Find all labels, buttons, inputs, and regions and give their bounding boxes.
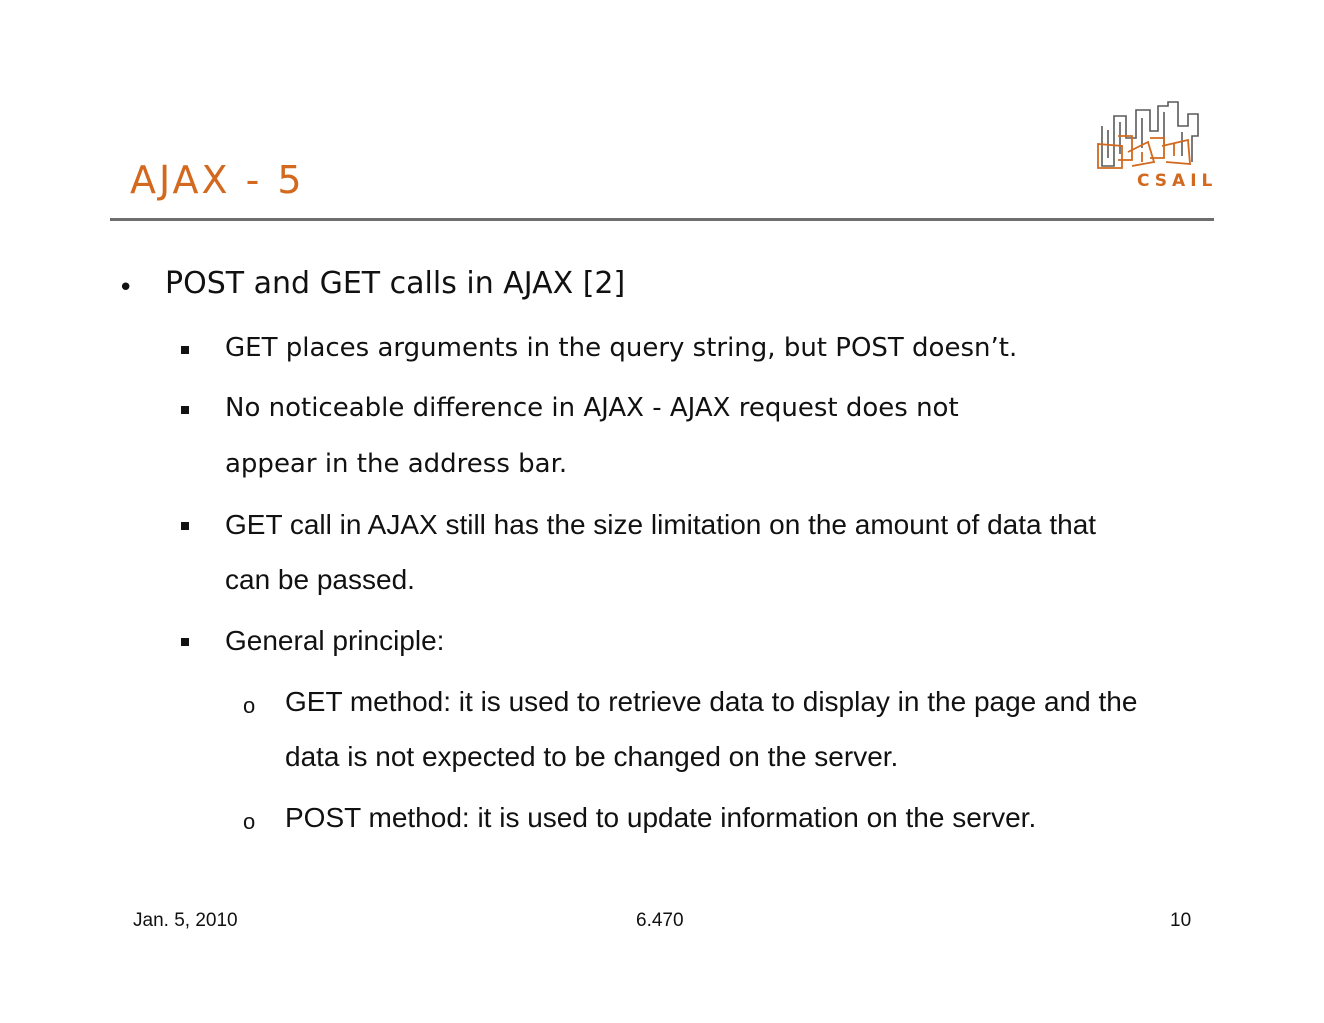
sub-bullet-1: GET places arguments in the query string, but POST doesn’t. [225, 333, 1018, 363]
square-bullet-icon [181, 346, 189, 354]
sub-bullet-4: General principle: [225, 625, 445, 656]
footer-course: 6.470 [636, 910, 684, 931]
sub-bullet-2-line2: appear in the address bar. [225, 449, 568, 479]
footer-date: Jan. 5, 2010 [133, 910, 238, 931]
sub-sub-bullet-1-line2: data is not expected to be changed on the server. [285, 741, 899, 772]
sub-sub-bullet-2: POST method: it is used to update information on the server. [285, 802, 1037, 833]
sub-bullet-3-line2: can be passed. [225, 564, 415, 595]
main-bullet-text: POST and GET calls in AJAX [2] [165, 266, 626, 301]
square-bullet-icon [181, 638, 189, 646]
circle-bullet-icon: o [243, 809, 256, 834]
sub-bullet-2-line1: No noticeable difference in AJAX - AJAX request does not [225, 393, 959, 423]
square-bullet-icon [181, 406, 189, 414]
square-bullet-icon [181, 522, 189, 530]
circle-bullet-icon: o [243, 693, 256, 718]
csail-logo-text: CSAIL [1137, 171, 1218, 191]
slide-title: AJAX - 5 [130, 158, 305, 202]
footer-page-number: 10 [1170, 910, 1192, 931]
sub-sub-bullet-1-line1: GET method: it is used to retrieve data to display in the page and the [285, 686, 1138, 717]
title-divider [110, 218, 1214, 221]
sub-bullet-3-line1: GET call in AJAX still has the size limitation on the amount of data that [225, 509, 1097, 540]
bullet-dot-icon: • [118, 273, 134, 303]
